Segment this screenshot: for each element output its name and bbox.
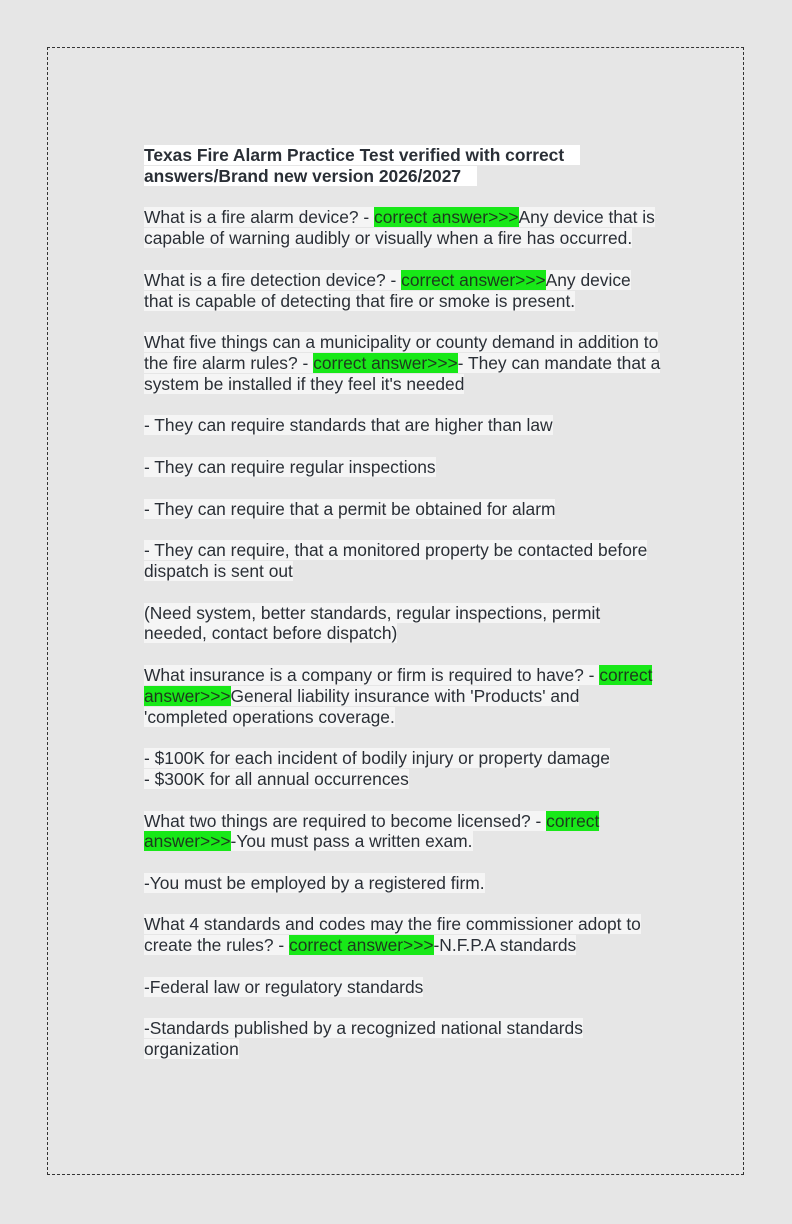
qa-item-6 xyxy=(144,914,664,956)
answer-paragraph: - $100K for each incident of bodily injury or property damage - $300K for all annual occurrences xyxy=(144,748,610,789)
answer-text: -You must pass a written exam. xyxy=(230,831,473,852)
answer-text: -N.F.P.A standards xyxy=(433,935,577,956)
qa-item-1 xyxy=(144,207,664,249)
answer-paragraph: -Federal law or regulatory standards xyxy=(144,976,424,997)
answer-paragraph: (Need system, better standards, regular inspections, permit needed, contact before dispatch) xyxy=(144,602,601,644)
qa-item-3 xyxy=(144,332,664,394)
document-body xyxy=(144,145,664,1081)
answer-marker-part-2: answer>>> xyxy=(144,831,231,852)
question-text: What five things can a municipality or county demand in addition to the fire alarm rules? - xyxy=(144,332,659,373)
answer-marker: correct answer>>> xyxy=(374,207,519,228)
answer-text: Any device that is capable of warning audibly or visually when a fire has occurred. xyxy=(144,207,655,249)
answer-marker-part-1: correct xyxy=(546,810,600,831)
answer-paragraph: - They can require, that a monitored property be contacted before dispatch is sent out xyxy=(144,540,648,581)
answer-paragraph: - They can require that a permit be obtained for alarm xyxy=(144,498,556,519)
answer-marker: correct answer>>> xyxy=(144,664,653,706)
answer-paragraph: - They can require standards that are higher than law xyxy=(144,415,553,436)
qa-item-4 xyxy=(144,665,664,727)
answer-text: General liability insurance with 'Products' and 'completed operations coverage. xyxy=(144,685,580,727)
question-text: What 4 standards and codes may the fire commissioner adopt to create the rules? - xyxy=(144,914,641,956)
answer-marker: correct answer>>> xyxy=(401,269,546,290)
title-line-1: Texas Fire Alarm Practice Test verified with correct xyxy=(144,145,580,165)
answer-text: Any device that is capable of detecting that fire or smoke is present. xyxy=(144,269,631,311)
answer-text: - They can mandate that a system be installed if they feel it's needed xyxy=(144,352,661,394)
qa-item-5 xyxy=(144,811,664,853)
question-text: What insurance is a company or firm is required to have? - xyxy=(144,664,600,685)
answer-marker: correct answer>>> xyxy=(289,935,434,956)
qa-item-2 xyxy=(144,270,664,312)
answer-marker: correct answer>>> xyxy=(313,352,458,373)
question-text: What is a fire alarm device? - xyxy=(144,207,375,228)
answer-paragraph: -Standards published by a recognized national standards organization xyxy=(144,1018,583,1060)
title-line-2: answers/Brand new version 2026/2027 xyxy=(144,166,477,186)
document-title xyxy=(144,145,664,187)
question-text: What is a fire detection device? - xyxy=(144,269,402,290)
answer-paragraph: -You must be employed by a registered firm. xyxy=(144,872,485,893)
answer-paragraph: - They can require regular inspections xyxy=(144,456,436,477)
question-text: What two things are required to become licensed? - xyxy=(144,810,547,831)
